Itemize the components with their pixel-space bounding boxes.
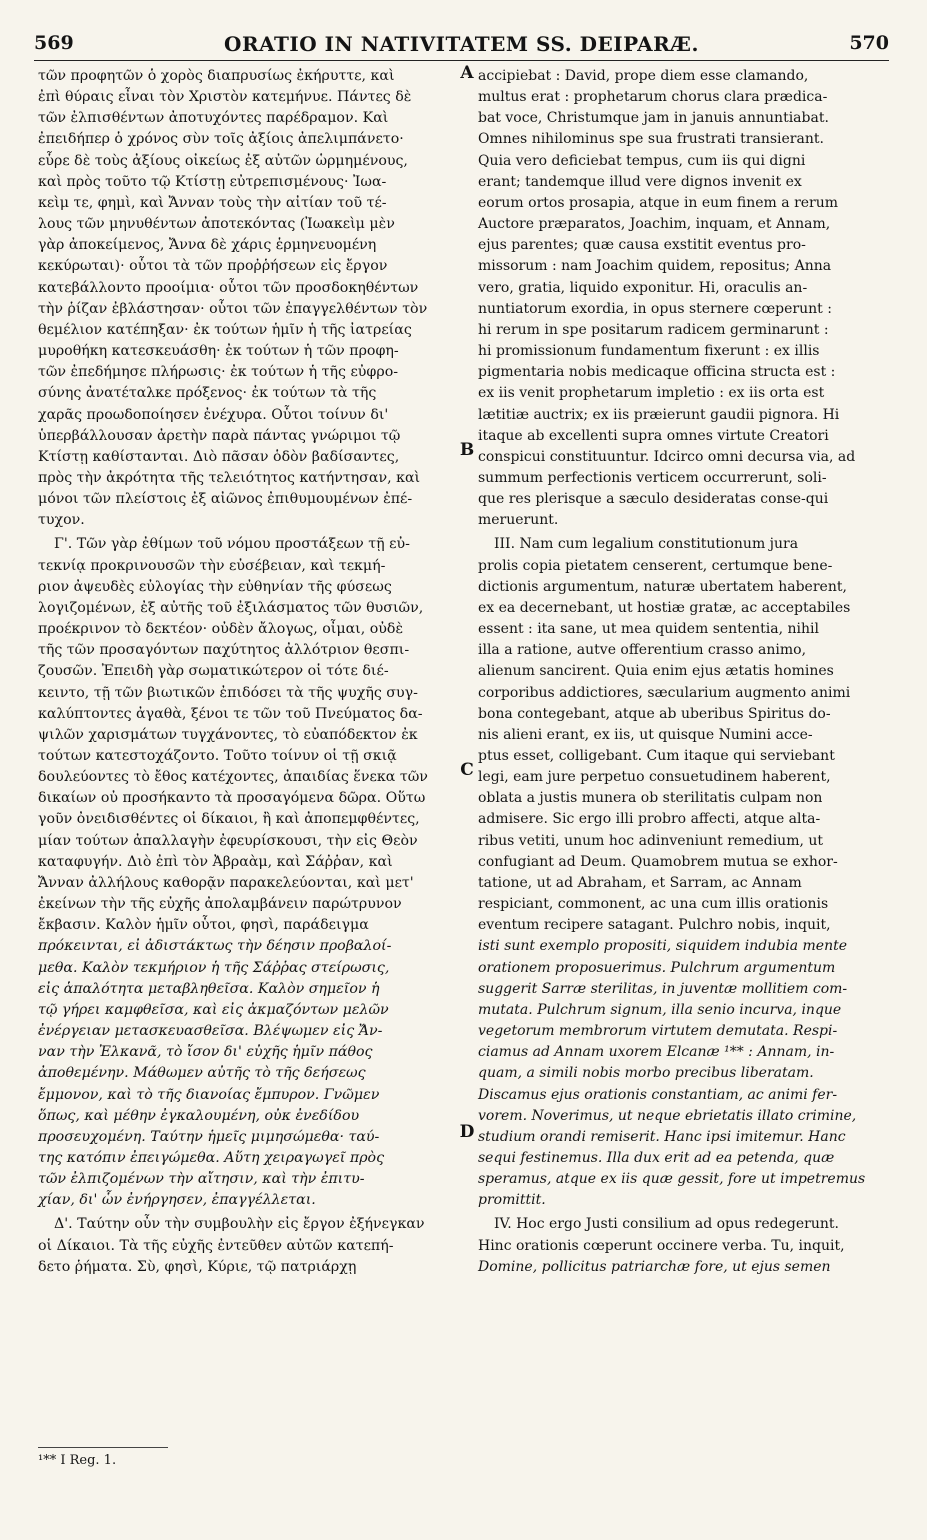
- greek-text-line: δετο ῥήματα. Σὺ, φησὶ, Κύριε, τῷ πατριάρχῃ: [38, 1258, 357, 1275]
- running-title: ORATIO IN NATIVITATEM SS. DEIPARÆ.: [224, 32, 699, 56]
- latin-text-line: respiciant, commonent, ac una cum illis orationis: [478, 896, 829, 913]
- greek-text-line: τὴν ῥίζαν ἐβλάστησαν· οὗτοι τῶν ἐπαγγελθέντων τὸν: [38, 300, 428, 317]
- latin-text-line: studium orandi remiserit. Hanc ipsi imitemur. Hanc: [478, 1128, 846, 1145]
- greek-text-line: ὑπερβάλλουσαν ἀρετὴν παρὰ πάντας γνώριμοι τῷ: [38, 427, 401, 444]
- latin-text-line: bona contegebant, atque ab uberibus Spiritus do-: [478, 705, 831, 722]
- greek-text-line: χαρᾶς προωδοποίησεν ἐνέχυρα. Οὗτοι τοίνυν δι': [38, 406, 389, 423]
- latin-text-line: quam, a simili nobis morbo precibus liberatam.: [478, 1065, 814, 1082]
- latin-text-line: legi, eam jure perpetuo consuetudinem haberent,: [478, 769, 831, 786]
- margin-marker-b: B: [459, 440, 475, 460]
- latin-text-line: hi promissionum fundamentum fixerunt : ex illis: [478, 343, 820, 360]
- latin-text-line: ribus vetiti, unum hoc adinveniunt remedium, ut: [478, 832, 824, 849]
- greek-text-line: θεμέλιον κατέπηξαν· ἐκ τούτων ἡμῖν ἡ τῆς ἰατρείας: [38, 321, 412, 338]
- greek-text-line: ἔκβασιν. Καλὸν ἡμῖν οὗτοι, φησὶ, παράδειγμα: [38, 917, 369, 934]
- greek-text-line: πρὸς τὴν ἀκρότητα τῆς τελειότητος κατήντησαν, καὶ: [38, 469, 421, 486]
- latin-text-line: Domine, pollicitus patriarchæ fore, ut ejus semen: [478, 1258, 831, 1275]
- latin-text-line: vorem. Noverimus, ut neque ebrietatis illato crimine,: [478, 1107, 857, 1124]
- latin-text-line: meruerunt.: [478, 512, 559, 529]
- latin-text-line: ciamus ad Annam uxorem Elcanæ ¹** : Annam, in-: [478, 1044, 835, 1061]
- greek-text-line: τούτων κατεστοχάζοντο. Τοῦτο τοίνυν οἱ τῇ σκιᾷ: [38, 748, 397, 764]
- greek-text-line: τῆς τῶν προσαγόντων παχύτητος ἀλλότριον θεσπι-: [38, 642, 410, 659]
- greek-text-column: [38, 66, 456, 1278]
- greek-text-line: χίαν, δι' ὧν ἐνήργησεν, ἐπαγγέλλεται.: [38, 1192, 316, 1209]
- latin-text-line: ptus esset, colligebant. Cum itaque qui serviebant: [478, 748, 835, 764]
- greek-text-line: της κατόπιν ἐπειγώμεθα. Αὕτη χειραγωγεῖ πρὸς: [38, 1149, 385, 1166]
- latin-text-line: eventum recipere satagant. Pulchro nobis, inquit,: [478, 917, 831, 934]
- latin-text-line: conspicui constituuntur. Idcirco omni decursa via, ad: [478, 448, 856, 465]
- footnote: ¹** I Reg. 1.: [38, 1453, 117, 1468]
- latin-text-line: essent : ita sane, ut mea quidem sententia, nihil: [478, 621, 819, 638]
- greek-text-line: ναν τὴν Ἐλκανᾶ, τὸ ἴσον δι' εὐχῆς ἡμῖν πάθος: [38, 1044, 373, 1061]
- latin-text-line: IV. Hoc ergo Justi consilium ad opus redegerunt.: [494, 1216, 839, 1233]
- latin-text-line: pigmentaria nobis medicaque officina structa est :: [478, 364, 836, 381]
- greek-text-line: εὗρε δὲ τοὺς ἀξίους οἰκείως ἐξ αὐτῶν ὡρμημένους,: [38, 152, 408, 169]
- greek-text-line: μόνοι τῶν πλείστοις ἐξ αἰῶνος ἐπιθυμουμένων ἐπέ-: [38, 491, 413, 508]
- greek-text-line: τεκνίᾳ προκρινουσῶν τὴν εὐσέβειαν, καὶ τεκμή-: [38, 557, 386, 574]
- latin-text-line: illa a ratione, autve offerentium crasso animo,: [478, 642, 807, 659]
- latin-text-line: Hinc orationis cœperunt occinere verba. Tu, inquit,: [478, 1237, 845, 1254]
- latin-text-line: orationem proposuerimus. Pulchrum argumentum: [478, 959, 836, 976]
- greek-text-line: δικαίων οὐ προσήκαντο τὰ προσαγόμενα δῶρα. Οὕτω: [38, 790, 426, 807]
- latin-text-line: Discamus ejus orationis constantiam, ac animi fer-: [478, 1086, 838, 1103]
- greek-text-line: ὅπως, καὶ μέθην ἐγκαλουμένη, οὐκ ἐνεδίδου: [38, 1107, 360, 1124]
- greek-text-line: καλύπτοντες ἀγαθὰ, ξένοι τε τῶν τοῦ Πνεύματος δα-: [38, 705, 423, 722]
- latin-text-line: summum perfectionis verticem occurrerunt, soli-: [478, 469, 827, 486]
- latin-text-line: vegetorum membrorum virtutem demutata. Respi-: [478, 1023, 838, 1040]
- greek-text-line: τυχον.: [38, 512, 85, 529]
- greek-text-line: προσευχομένη. Ταύτην ἡμεῖς μιμησώμεθα· ταύ-: [38, 1128, 380, 1145]
- greek-text-line: δουλεύοντες τὸ ἔθος κατέχοντες, ἀπαιδίας ἕνεκα τῶν: [38, 769, 428, 786]
- greek-text-line: ἐνέργειαν μετασκευασθεῖσα. Βλέψωμεν εἰς Ἄν-: [38, 1023, 383, 1040]
- greek-text-line: γοῦν ὀνειδισθέντες οἱ δίκαιοι, ἢ καὶ ἀποπεμφθέντες,: [38, 811, 420, 828]
- latin-text-line: suggerit Sarræ sterilitas, in juventæ mollitiem com-: [478, 980, 848, 997]
- latin-text-line: III. Nam cum legalium constitutionum jura: [494, 536, 799, 553]
- latin-text-line: eorum ortos prosapia, atque in eum finem a rerum: [478, 194, 839, 211]
- greek-text-line: τῶν ἐλπισθέντων ἀποτυχόντες παρέδραμον. Καὶ: [38, 110, 389, 127]
- greek-text-line: κατεβάλλοντο προοίμια· οὗτοι τῶν προσδοκηθέντων: [38, 279, 419, 296]
- greek-text-line: κεὶμ τε, φημὶ, καὶ Ἄνναν τοὺς τὴν αἰτίαν τοῦ τέ-: [38, 194, 387, 211]
- greek-text-line: μίαν τούτων ἀπαλλαγὴν ἐφευρίσκουσι, τὴν εἰς Θεὸν: [38, 832, 418, 849]
- latin-text-line: speramus, atque ex iis quæ gessit, fore ut impetremus: [478, 1171, 866, 1188]
- greek-text-line: τῷ γήρει καμφθεῖσα, καὶ εἰς ἀκμαζόντων μελῶν: [38, 1001, 389, 1018]
- latin-text-line: multus erat : prophetarum chorus clara prædica-: [478, 89, 828, 106]
- greek-text-line: ἐπειδήπερ ὁ χρόνος σὺν τοῖς ἀξίοις ἀπελιμπάνετο·: [38, 131, 404, 148]
- latin-text-line: dictionis argumentum, naturæ ubertatem haberent,: [478, 578, 847, 595]
- latin-text-line: ex ea decernebant, ut hostiæ gratæ, ac acceptabiles: [478, 599, 851, 616]
- greek-text-line: καταφυγήν. Διὸ ἐπὶ τὸν Ἀβραὰμ, καὶ Σάῤῥαν, καὶ: [38, 853, 393, 870]
- latin-text-line: vero, gratia, liquido exponitur. Hi, oraculis an-: [478, 279, 808, 296]
- latin-text-line: bat voce, Christumque jam in januis annuntiabat.: [478, 110, 829, 127]
- greek-text-line: κεκύρωται)· οὗτοι τὰ τῶν προῤῥήσεων εἰς ἔργον: [38, 258, 388, 275]
- latin-text-line: tatione, ut ad Abraham, et Sarram, ac Annam: [478, 874, 802, 891]
- greek-text-line: οἱ Δίκαιοι. Τὰ τῆς εὐχῆς ἐντεῦθεν αὐτῶν κατεπή-: [38, 1237, 394, 1254]
- greek-text-line: ζουσῶν. Ἐπειδὴ γὰρ σωματικώτερον οἱ τότε διέ-: [38, 663, 389, 680]
- latin-text-line: Auctore præparatos, Joachim, inquam, et Annam,: [478, 216, 831, 233]
- greek-text-line: Κτίστῃ καθίστανται. Διὸ πᾶσαν ὁδὸν βαδίσαντες,: [38, 448, 400, 465]
- greek-text-line: γὰρ ἀποκείμενος, Ἄννα δὲ χάρις ἑρμηνευομένη: [38, 237, 377, 254]
- latin-text-line: sequi festinemus. Illa dux erit ad ea petenda, quæ: [478, 1149, 835, 1166]
- latin-text-line: nuntiatorum exordia, in opus sternere cœperunt :: [478, 300, 832, 317]
- latin-text-line: erant; tandemque illud vere dignos invenit ex: [478, 173, 802, 190]
- latin-text-line: isti sunt exemplo propositi, siquidem indubia mente: [478, 938, 847, 955]
- margin-marker-d: D: [459, 1122, 475, 1142]
- greek-text-line: Γ'. Τῶν γὰρ ἐθίμων τοῦ νόμου προστάξεων τῇ εὐ-: [54, 536, 410, 553]
- latin-text-line: Quia vero deficiebat tempus, cum iis qui digni: [478, 152, 806, 169]
- latin-text-column: [478, 66, 890, 1278]
- greek-text-line: κειντο, τῇ τῶν βιωτικῶν ἐπιδόσει τὰ τῆς ψυχῆς συγ-: [38, 684, 418, 701]
- latin-text-line: hi rerum in spe positarum radicem germinarunt :: [478, 321, 829, 338]
- page-number-left: 569: [34, 32, 74, 54]
- page-number-right: 570: [849, 32, 889, 54]
- greek-text-line: ἔμμονον, καὶ τὸ τῆς διανοίας ἔμπυρον. Γνῶμεν: [38, 1086, 380, 1103]
- latin-text-line: ex iis venit prophetarum impletio : ex iis orta est: [478, 385, 825, 402]
- greek-text-line: εἰς ἁπαλότητα μεταβληθεῖσα. Καλὸν σημεῖον ἡ: [38, 980, 380, 997]
- latin-text-line: ejus parentes; quæ causa exstitit eventus pro-: [478, 237, 806, 254]
- latin-text-line: alienum sancirent. Quia enim ejus ætatis homines: [478, 663, 834, 680]
- latin-text-line: admisere. Sic ergo illi probro affecti, atque alta-: [478, 811, 821, 828]
- page-header: [34, 32, 889, 61]
- latin-text-line: mutata. Pulchrum signum, illa senio incurva, inque: [478, 1001, 842, 1018]
- latin-text-line: promittit.: [478, 1192, 546, 1209]
- margin-marker-c: C: [460, 760, 474, 780]
- greek-text-line: καὶ πρὸς τοῦτο τῷ Κτίστῃ εὐτρεπισμένους· Ἰωα-: [38, 173, 387, 190]
- latin-text-line: Omnes nihilominus spe sua frustrati transierant.: [478, 131, 824, 148]
- margin-marker-a: A: [460, 63, 474, 83]
- greek-text-line: ψιλῶν χαρισμάτων τυγχάνοντες, τὸ εὐαπόδεκτον ἐκ: [38, 726, 418, 743]
- greek-text-line: προέκρινον τὸ δεκτέον· οὐδὲν ἄλογως, οἶμαι, οὐδὲ: [38, 621, 404, 638]
- greek-text-line: ριον ἀψευδὲς εὐλογίας τὴν εὐθηνίαν τῆς φύσεως: [38, 578, 392, 595]
- latin-text-line: oblata a justis munera ob sterilitatis culpam non: [478, 790, 823, 807]
- greek-text-line: Ἄνναν ἀλλήλους καθορᾷν παρακελεύονται, καὶ μετ': [38, 874, 414, 891]
- latin-text-line: itaque ab excellenti supra omnes virtute Creatori: [478, 427, 829, 444]
- latin-text-line: confugiant ad Deum. Quamobrem mutua se exhor-: [478, 853, 838, 870]
- latin-text-line: que res plerisque a sæculo desideratas conse-qui: [478, 491, 829, 508]
- latin-text-line: prolis copia pietatem censerent, certumque bene-: [478, 557, 833, 574]
- greek-text-line: ἐπὶ θύραις εἶναι τὸν Χριστὸν κατεμήνυε. Πάντες δὲ: [38, 89, 412, 106]
- greek-text-line: μυροθήκη κατεσκευάσθη· ἐκ τούτων ἡ τῶν προφη-: [38, 343, 399, 360]
- latin-text-line: nis alieni erant, ex iis, ut quisque Numini acce-: [478, 726, 813, 743]
- greek-text-line: ἐκείνων τὴν τῆς εὐχῆς ἀπολαμβάνειν παρώτρυνον: [38, 896, 402, 913]
- latin-text-line: missorum : nam Joachim quidem, repositus; Anna: [478, 258, 832, 275]
- greek-text-line: σύνης ἀνατέταλκε πρόξενος· ἐκ τούτων τὰ τῆς: [38, 385, 377, 402]
- greek-text-line: τῶν προφητῶν ὁ χορὸς διαπρυσίως ἐκήρυττε, καὶ: [38, 68, 395, 84]
- latin-text-line: corporibus addictiores, sæcularium augmento animi: [478, 684, 851, 701]
- greek-text-line: τῶν ἐλπιζομένων τὴν αἴτησιν, καὶ τὴν ἐπιτυ-: [38, 1171, 365, 1188]
- greek-text-line: ἀποθεμένην. Μάθωμεν αὐτῆς τὸ τῆς δεήσεως: [38, 1065, 366, 1082]
- greek-text-line: τῶν ἐπεδήμησε πλήρωσις· ἐκ τούτων ἡ τῆς εὐφρο-: [38, 364, 399, 381]
- latin-text-line: lætitiæ auctrix; ex iis præierunt gaudii pignora. Hi: [478, 406, 840, 423]
- greek-text-line: λους τῶν μηνυθέντων ἀποτεκόντας (Ἰωακεὶμ μὲν: [38, 216, 395, 233]
- greek-text-line: λογιζομένων, ἐξ αὐτῆς τοῦ ἐξιλάσματος τῶν θυσιῶν,: [38, 599, 424, 616]
- greek-text-line: μεθα. Καλὸν τεκμήριον ἡ τῆς Σάῤῥας στείρωσις,: [38, 959, 390, 976]
- greek-text-line: πρόκεινται, εἰ ἀδιστάκτως τὴν δέησιν προβαλοί-: [38, 938, 392, 955]
- greek-text-line: Δ'. Ταύτην οὖν τὴν συμβουλὴν εἰς ἔργον ἐξήνεγκαν: [54, 1216, 425, 1233]
- latin-text-line: accipiebat : David, prope diem esse clamando,: [478, 68, 809, 84]
